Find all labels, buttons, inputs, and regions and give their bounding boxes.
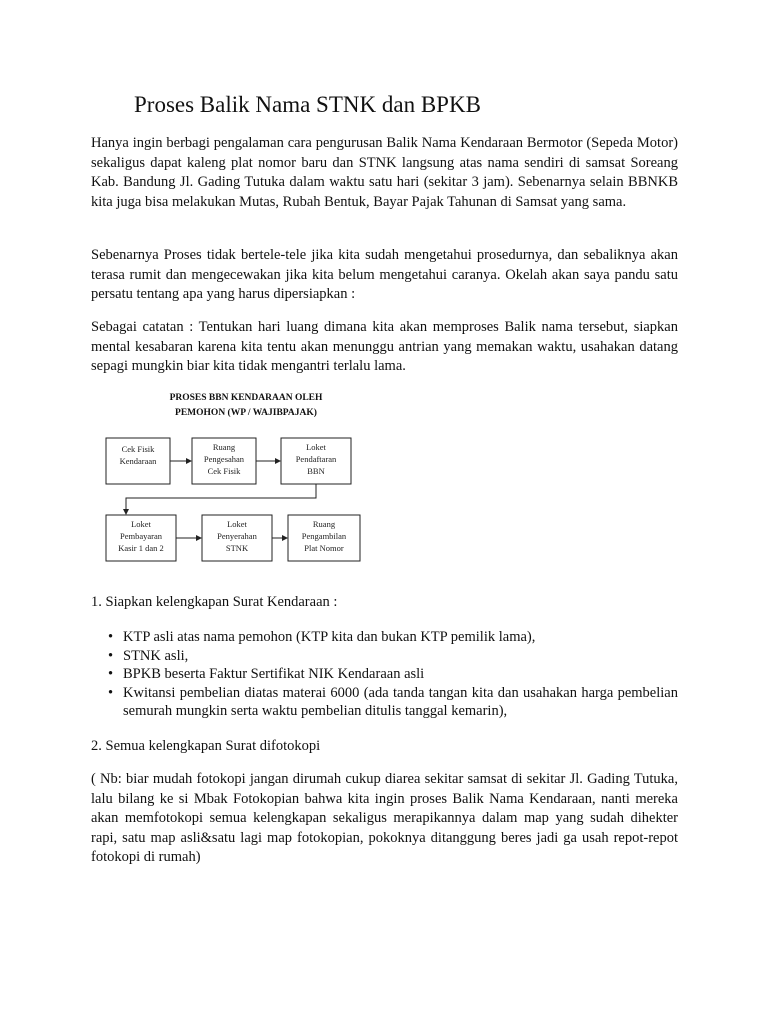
list-item — [108, 647, 678, 666]
box-pengesahan-line: Cek Fisik — [207, 466, 241, 476]
box-cek-fisik-line: Kendaraan — [119, 456, 157, 466]
list-item-text: KTP asli atas nama pemohon (KTP kita dan bukan KTP pemilik lama), — [123, 629, 536, 645]
box-pembayaran-line: Kasir 1 dan 2 — [118, 543, 164, 553]
box-pembayaran-line: Pembayaran — [119, 531, 163, 541]
bullet-icon: • — [108, 647, 114, 664]
box-pengambilan-line: Pengambilan — [301, 531, 347, 541]
box-pembayaran-line: Loket — [131, 519, 151, 529]
list-item — [108, 628, 678, 647]
list-item — [108, 684, 678, 721]
list-item-text: BPKB beserta Faktur Sertifikat NIK Kendaraan asli — [123, 666, 425, 682]
flowchart-title-line-1: PROSES BBN KENDARAAN OLEH — [169, 393, 323, 403]
list-item — [108, 665, 678, 684]
box-pengesahan-line: Ruang — [212, 442, 236, 452]
bullet-icon: • — [108, 684, 114, 701]
box-penyerahan-line: Penyerahan — [217, 531, 257, 541]
photocopy-note-paragraph: ( Nb: biar mudah fotokopi jangan dirumah cukup diarea sekitar samsat di sekitar Jl. Gading Tutuka, lalu bilang ke si Mbak Fotokopian bahwa kita ingin proses Balik Nama Kendaraan, nanti mereka akan memfotokopi semua kelengkapan sekaligus merapikannya dalam map yang sudah dihekter rapi, satu map asli&satu lagi map fotokopian, pokoknya ditanggung beres jadi ga usah repot-repot fotokopi di rumah) — [91, 771, 678, 865]
step-2-heading: 2. Semua kelengkapan Surat difotokopi — [91, 738, 321, 754]
box-penyerahan-line: Loket — [227, 519, 247, 529]
flow-arrow — [126, 484, 316, 514]
box-pendaftaran-line: Loket — [306, 442, 326, 452]
bullet-icon: • — [108, 629, 114, 645]
list-item-text: Kwitansi pembelian diatas materai 6000 (ada tanda tangan kita dan usahakan harga pembelian semurah mungkin serta waktu pembelian ditulis tanggal kemarin), — [123, 684, 678, 719]
box-pengambilan-line: Ruang — [312, 519, 336, 529]
box-pengesahan-line: Pengesahan — [203, 454, 245, 464]
list-item-text: STNK asli, — [123, 647, 189, 664]
page-title: Proses Balik Nama STNK dan BPKB — [134, 92, 481, 117]
box-pengambilan-line: Plat Nomor — [304, 543, 344, 553]
bbn-process-flowchart — [96, 388, 376, 568]
flowchart-title-line-2: PEMOHON (WP / WAJIBPAJAK) — [175, 408, 317, 418]
procedure-paragraph: Sebenarnya Proses tidak bertele-tele jika kita sudah mengetahui prosedurnya, dan sebaliknya akan terasa rumit dan mengecewakan jika kita belum mengetahui caranya. Okelah akan saya pandu satu persatu tentang apa yang harus dipersiapkan : — [91, 247, 678, 302]
step-1-heading: 1. Siapkan kelengkapan Surat Kendaraan : — [91, 594, 338, 610]
note-paragraph: Sebagai catatan : Tentukan hari luang dimana kita akan memproses Balik nama tersebut, siapkan mental kesabaran karena kita tentu akan menunggu antrian yang memakan waktu, usahakan datang sepagi mungkin biar kita tidak mengantri terlalu lama. — [91, 319, 678, 374]
box-pendaftaran-line: Pendaftaran — [295, 454, 337, 464]
box-pendaftaran-line: BBN — [307, 466, 325, 476]
box-penyerahan-line: STNK — [225, 543, 249, 553]
intro-paragraph: Hanya ingin berbagi pengalaman cara pengurusan Balik Nama Kendaraan Bermotor (Sepeda Motor) sekaligus dapat kaleng plat nomor baru dan STNK langsung atas nama sendiri di samsat Soreang Kab. Bandung Jl. Gading Tutuka dalam waktu satu hari (sekitar 3 jam). Sebenarnya selain BBNKB kita juga bisa melakukan Mutas, Rubah Bentuk, Bayar Pajak Tahunan di Samsat yang sama. — [91, 135, 678, 210]
bullet-icon: • — [108, 666, 114, 682]
requirements-list — [108, 628, 678, 721]
box-cek-fisik-line: Cek Fisik — [121, 444, 155, 454]
